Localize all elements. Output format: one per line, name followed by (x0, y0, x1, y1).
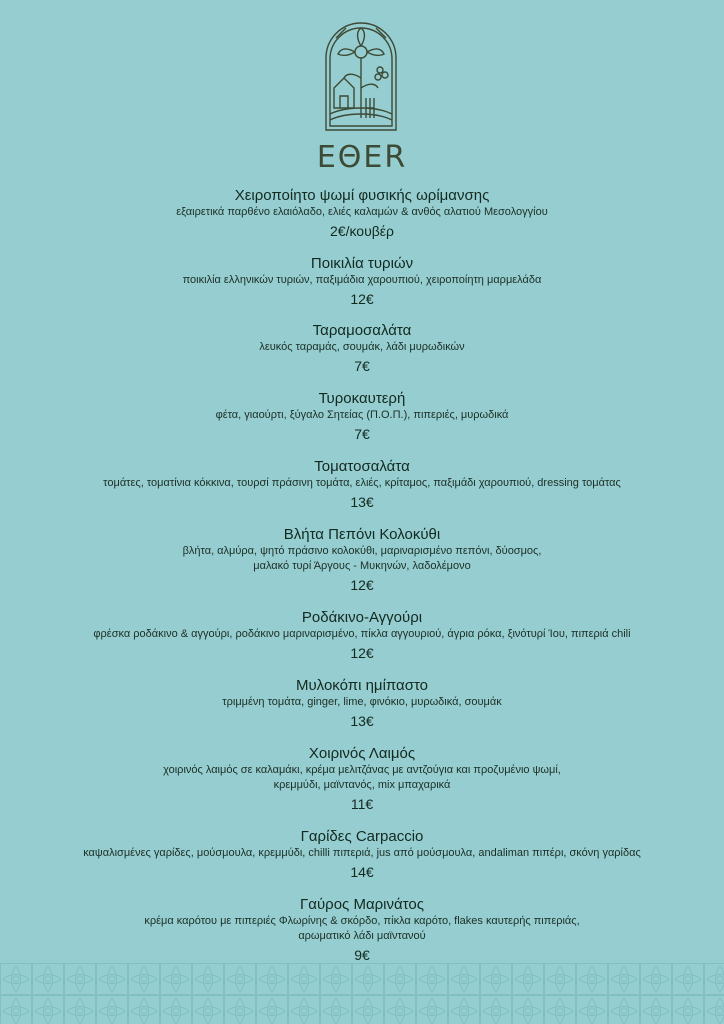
item-price: 2€/κουβέρ (330, 223, 394, 239)
item-name: Χειροποίητο ψωμί φυσικής ωρίμανσης (234, 187, 490, 204)
item-description: καψαλισμένες γαρίδες, μούσμουλα, κρεμμύδι, chilli πιπεριά, jus από μούσμουλα, andaliman πιπέρι, σκόνη γαρίδας (83, 847, 641, 859)
menu-item (0, 677, 724, 730)
item-name: Βλήτα Πεπόνι Κολοκύθι (283, 526, 441, 543)
logo-emblem (322, 18, 400, 134)
item-description: τομάτες, τοματίνια κόκκινα, τουρσί πράσινη τομάτα, ελιές, κρίταμος, παξιμάδι χαρουπιού, dressing τομάτας (103, 477, 621, 489)
item-name: Τοματοσαλάτα (314, 458, 410, 475)
item-price: 14€ (350, 864, 374, 880)
item-name: Γαρίδες Carpaccio (300, 828, 424, 845)
item-price: 13€ (350, 494, 374, 510)
menu-item (0, 322, 724, 375)
brand-name: EΘER (316, 140, 408, 175)
item-description: λευκός ταραμάς, σουμάκ, λάδι μυρωδικών (259, 341, 465, 353)
menu-item (0, 390, 724, 443)
item-price: 7€ (354, 358, 370, 374)
item-price: 9€ (354, 947, 370, 963)
item-description: χοιρινός λαιμός σε καλαμάκι, κρέμα μελιτζάνας με αντζούγια και προζυμένιο ψωμί, (163, 764, 561, 776)
menu-item (0, 458, 724, 511)
item-description: φρέσκα ροδάκινο & αγγούρι, ροδάκινο μαριναρισμένο, πίκλα αγγουριού, άγρια ρόκα, ξινότυρί Ίου, πιπεριά chili (93, 628, 631, 640)
item-name: Χοιρινός Λαιμός (308, 745, 416, 762)
item-price: 7€ (354, 426, 370, 442)
item-name: Ποικιλία τυριών (310, 255, 414, 272)
decorative-tile-pattern (0, 963, 724, 1024)
item-description: εξαιρετικά παρθένο ελαιόλαδο, ελιές καλαμών & ανθός αλατιού Μεσολογγίου (176, 206, 548, 218)
item-description: αρωματικό λάδι μαϊντανού (298, 930, 426, 942)
menu-item (0, 828, 724, 881)
menu-item (0, 255, 724, 308)
item-name: Γαύρος Μαρινάτος (300, 896, 424, 913)
item-description: φέτα, γιαούρτι, ξύγαλο Σητείας (Π.Ο.Π.), πιπεριές, μυρωδικά (215, 409, 509, 421)
item-name: Τυροκαυτερή (318, 390, 406, 407)
item-description: κρεμμύδι, μαϊντανός, mix μπαχαρικά (273, 779, 451, 791)
menu-item (0, 745, 724, 813)
item-description: ποικιλία ελληνικών τυριών, παξιμάδια χαρουπιού, χειροποίητη μαρμελάδα (182, 274, 542, 286)
menu-item (0, 896, 724, 964)
menu-item (0, 609, 724, 662)
item-price: 12€ (350, 645, 374, 661)
item-name: Μυλοκόπι ημίπαστο (295, 677, 429, 694)
item-description: τριμμένη τομάτα, ginger, lime, φινόκιο, μυρωδικά, σουμάκ (222, 696, 502, 708)
item-price: 12€ (350, 291, 374, 307)
item-description: κρέμα καρότου με πιπεριές Φλωρίνης & σκόρδο, πίκλα καρότο, flakes καυτερής πιπεριάς, (144, 915, 580, 927)
item-description: βλήτα, αλμύρα, ψητό πράσινο κολοκύθι, μαριναρισμένο πεπόνι, δύοσμος, (182, 545, 542, 557)
menu-item (0, 187, 724, 240)
item-description: μαλακό τυρί Άργους - Μυκηνών, λαδολέμονο (253, 560, 471, 572)
item-price: 13€ (350, 713, 374, 729)
item-name: Ταραμοσαλάτα (312, 322, 412, 339)
item-price: 12€ (350, 577, 374, 593)
menu-item (0, 526, 724, 594)
item-price: 11€ (350, 796, 374, 812)
item-name: Ροδάκινο-Αγγούρι (301, 609, 423, 626)
